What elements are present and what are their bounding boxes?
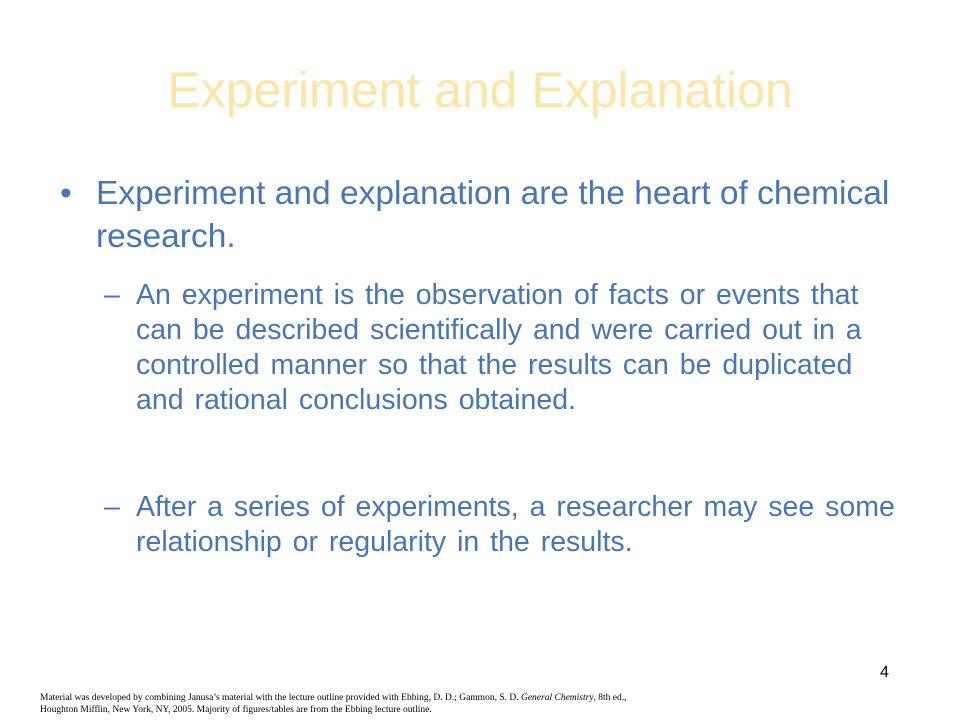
bullet-marker: • (60, 175, 72, 212)
sub-bullet-marker: – (104, 279, 120, 311)
footnote-book-title: General Chemistry (520, 693, 594, 703)
footnote-text: Material was developed by combining Janusa’s material with the lecture outline provided with Ebbing, D. D.; Gammon, S. D. (40, 693, 521, 703)
footnote-text-continued: , 8th ed., Houghton Mifflin, New York, NY, 2005. Majority of figures/tables are from the Ebbing lecture outline. (40, 693, 627, 715)
footnote (40, 692, 660, 716)
sub-bullet-text: An experiment is the observation of facts or events that can be described scientifically and were carried out in a controlled manner so that the results can be duplicated and rational conclusions obtained. (136, 279, 862, 416)
sub-bullet-text: After a series of experiments, a researcher may see some relationship or regularity in the results. (136, 491, 895, 558)
page-number: 4 (880, 664, 889, 681)
main-bullet-text: Experiment and explanation are the heart of chemical research. (96, 175, 890, 255)
sub-bullet-marker: – (104, 491, 120, 523)
slide-title: Experiment and Explanation (167, 62, 793, 118)
